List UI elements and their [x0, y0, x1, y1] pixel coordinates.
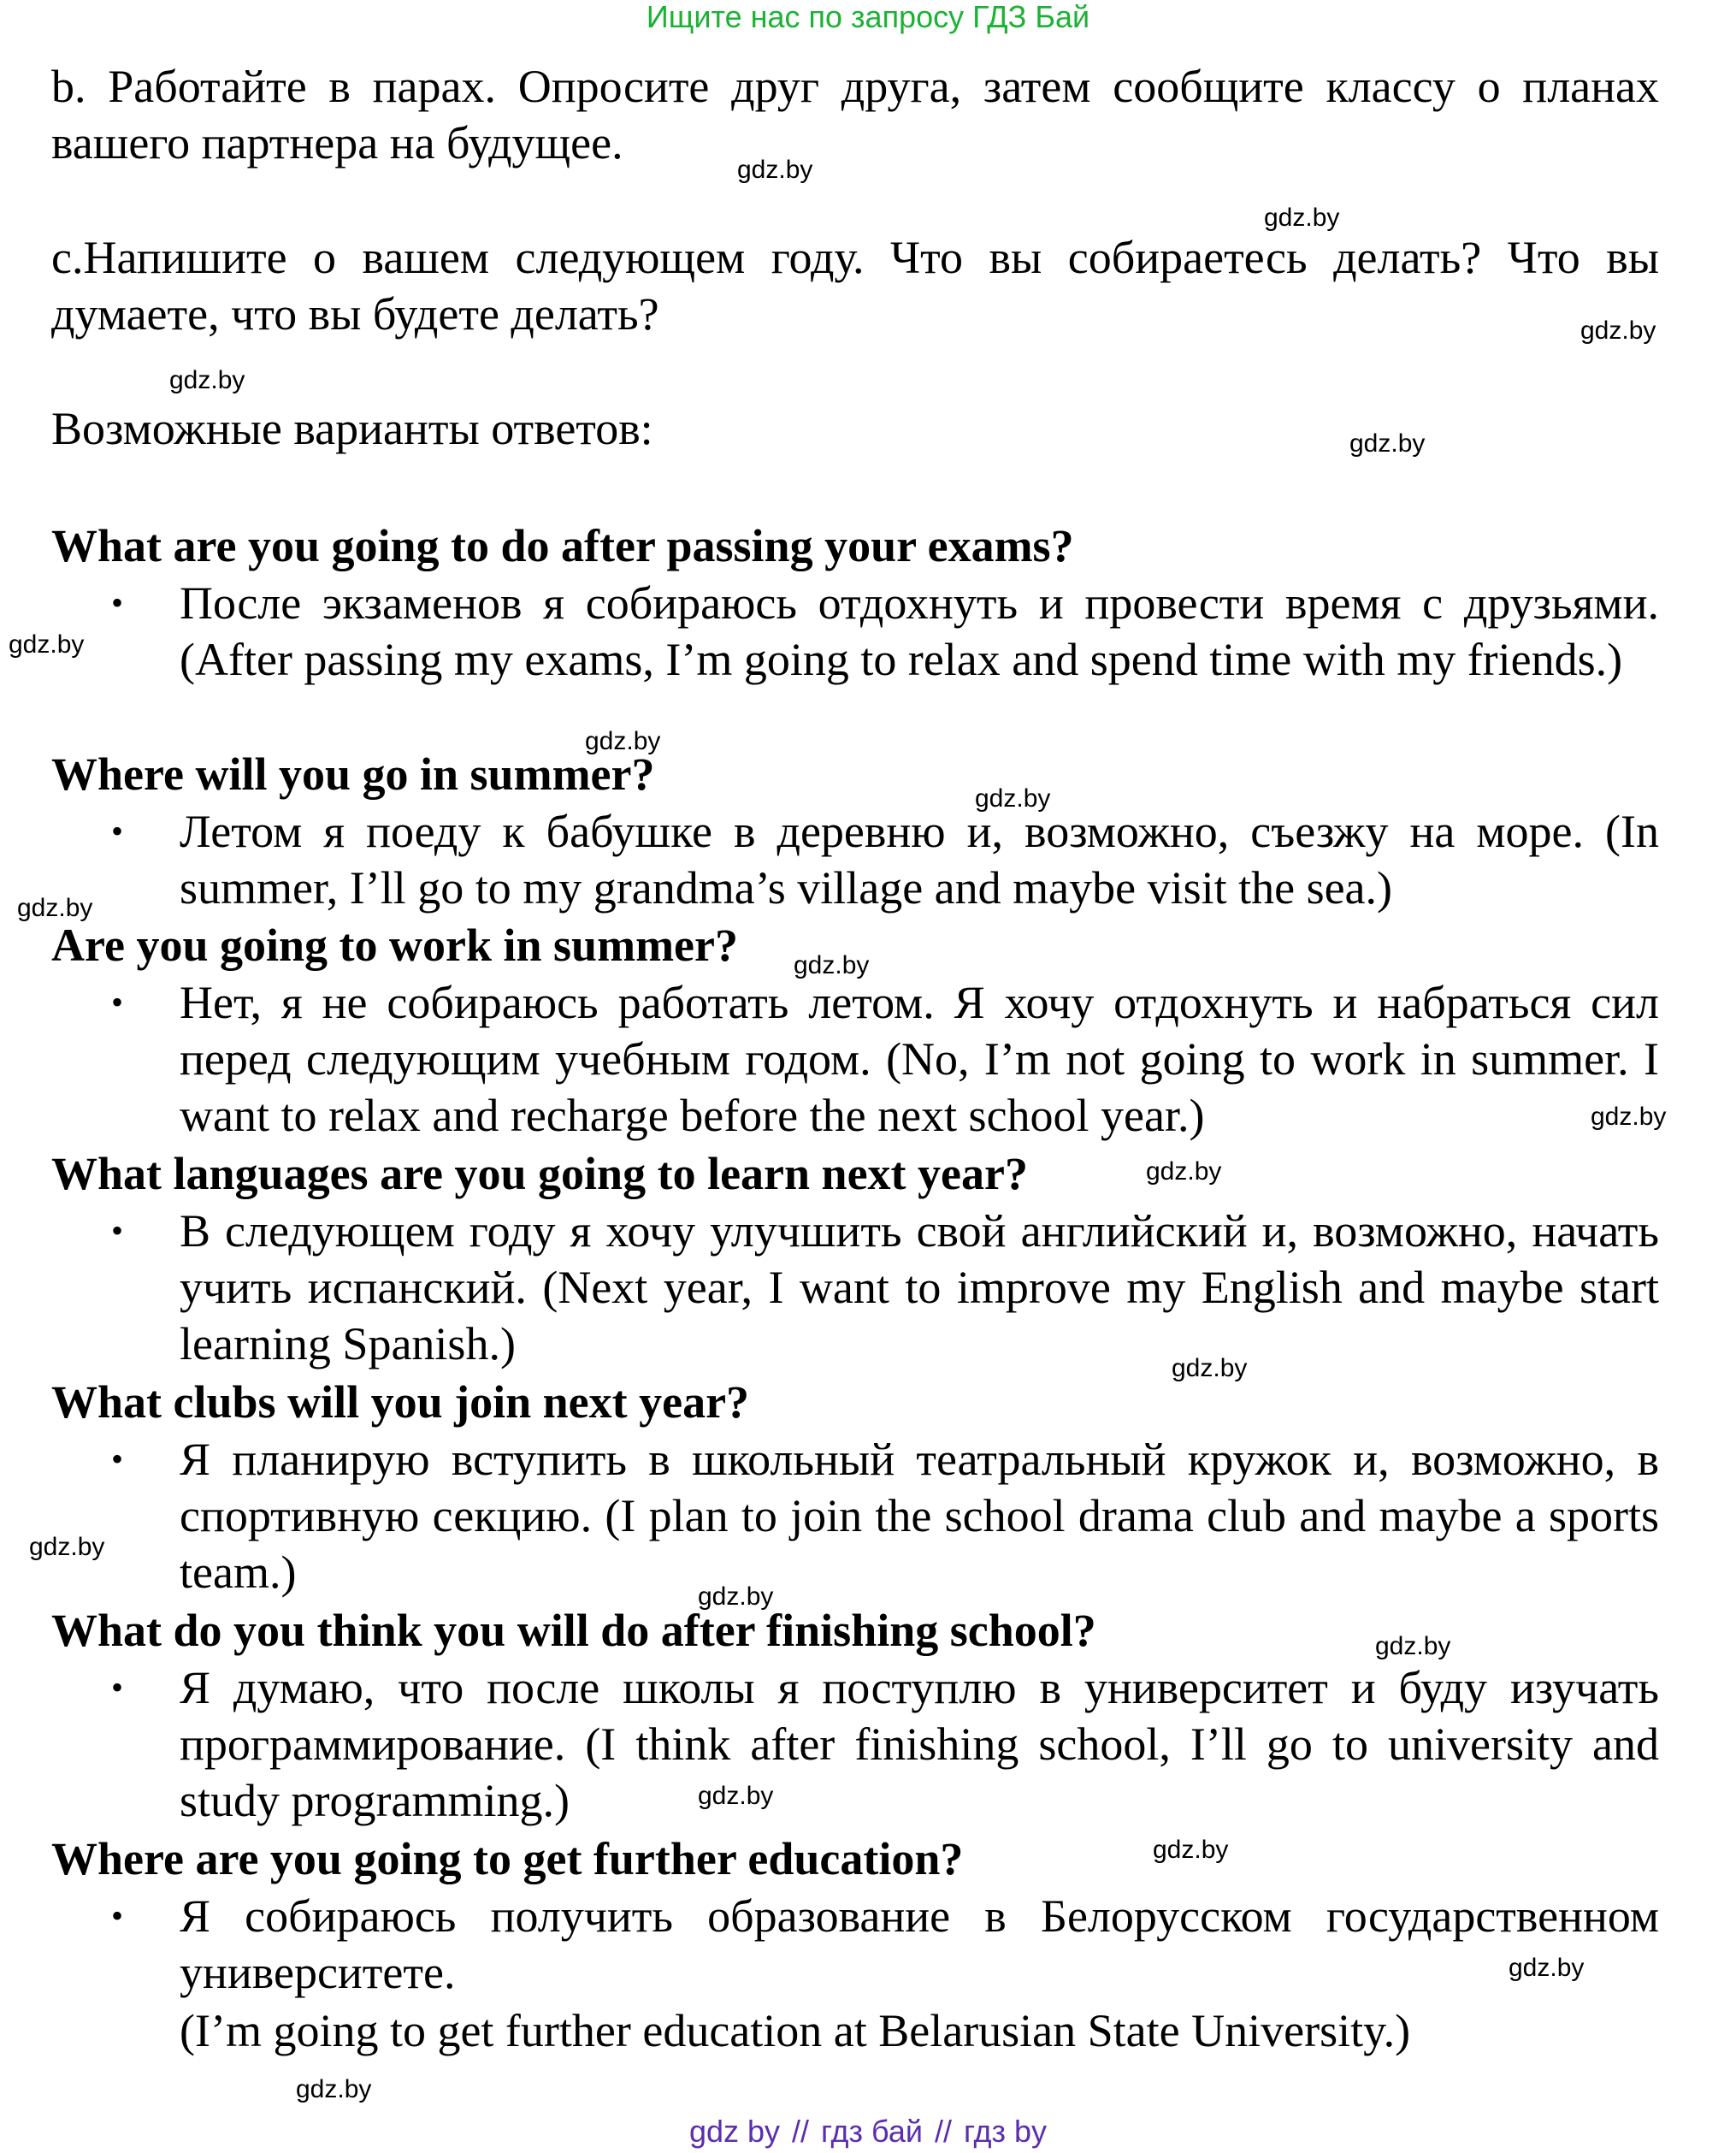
question-6: What do you think you will do after finishing school? — [51, 1605, 1096, 1656]
watermark: gdz.by — [1153, 1836, 1229, 1864]
watermark: gdz.by — [737, 156, 813, 184]
watermark: gdz.by — [1591, 1103, 1667, 1131]
answer-5: Я планирую вступить в школьный театральный кружок и, возможно, в спортивную секцию. (I plan to join the school drama club and maybe a sports team.) — [180, 1434, 1659, 1598]
bullet-7: • — [111, 1896, 124, 1935]
top-banner[interactable]: Ищите нас по запросу ГДЗ Бай — [646, 0, 1090, 34]
watermark: gdz.by — [1509, 1954, 1585, 1982]
bullet-2: • — [111, 812, 124, 850]
question-4: What languages are you going to learn next year? — [51, 1148, 1028, 1199]
watermark: gdz.by — [296, 2075, 372, 2103]
bullet-1: • — [111, 583, 124, 622]
answer-7-translation: (I’m going to get further education at Belarusian State University.) — [180, 2005, 1411, 2056]
answer-3: Нет, я не собираюсь работать летом. Я хочу отдохнуть и набраться сил перед следующим учебным годом. (No, I’m not going to work in summer. I want to relax and recharge before the next school year.) — [180, 977, 1659, 1141]
bullet-6: • — [111, 1668, 124, 1706]
watermark: gdz.by — [1146, 1157, 1222, 1186]
question-5: What clubs will you join next year? — [51, 1376, 750, 1428]
answer-6: Я думаю, что после школы я поступлю в университет и буду изучать программирование. (I think after finishing school, I’ll go to university and study programming.) — [180, 1662, 1659, 1826]
question-7: Where are you going to get further education? — [51, 1833, 964, 1884]
watermark: gdz.by — [1264, 204, 1340, 232]
footer-link-gdz-by-cyr[interactable]: гдз by — [964, 2114, 1048, 2149]
watermark: gdz.by — [975, 784, 1051, 813]
bullet-3: • — [111, 983, 124, 1021]
watermark: gdz.by — [169, 366, 245, 394]
watermark: gdz.by — [9, 630, 85, 659]
task-c-text: c.Напишите о вашем следующем году. Что вы собираетесь делать? Что вы думаете, что вы будете делать? — [51, 232, 1659, 340]
answer-1: После экзаменов я собираюсь отдохнуть и провести время с друзьями. (After passing my exams, I’m going to relax and spend time with my friends.) — [180, 577, 1659, 685]
question-1: What are you going to do after passing your exams? — [51, 520, 1074, 571]
footer-link-gdz-by[interactable]: gdz by — [688, 2114, 781, 2149]
watermark: gdz.by — [1580, 316, 1656, 345]
answers-heading: Возможные варианты ответов: — [51, 403, 653, 454]
watermark: gdz.by — [1375, 1632, 1451, 1660]
watermark: gdz.by — [1172, 1354, 1248, 1382]
bullet-5: • — [111, 1440, 124, 1478]
watermark: gdz.by — [1349, 429, 1426, 458]
footer-separator: // — [792, 2114, 810, 2149]
watermark: gdz.by — [698, 1582, 774, 1611]
watermark: gdz.by — [585, 727, 661, 755]
watermark: gdz.by — [17, 894, 93, 922]
question-3: Are you going to work in summer? — [51, 920, 738, 971]
task-b-text: b. Работайте в парах. Опросите друг друга, затем сообщите классу о планах вашего партнера на будущее. — [51, 61, 1659, 169]
footer-separator: // — [934, 2114, 952, 2149]
footer-links — [0, 2115, 1736, 2149]
watermark: gdz.by — [698, 1782, 774, 1810]
question-2: Where will you go in summer? — [51, 748, 655, 800]
answer-2: Летом я поеду к бабушке в деревню и, возможно, съезжу на море. (In summer, I’ll go to my grandma’s village and maybe visit the sea.) — [180, 806, 1659, 914]
answer-4: В следующем году я хочу улучшить свой английский и, возможно, начать учить испанский. (Next year, I want to improve my English and maybe start learning Spanish.) — [180, 1205, 1659, 1369]
answer-7: Я собираюсь получить образование в Белорусском государственном университете. — [180, 1890, 1659, 1998]
watermark: gdz.by — [794, 951, 870, 979]
watermark: gdz.by — [29, 1533, 105, 1561]
footer-link-gdz-bai[interactable]: гдз бай — [821, 2114, 923, 2149]
bullet-4: • — [111, 1211, 124, 1250]
